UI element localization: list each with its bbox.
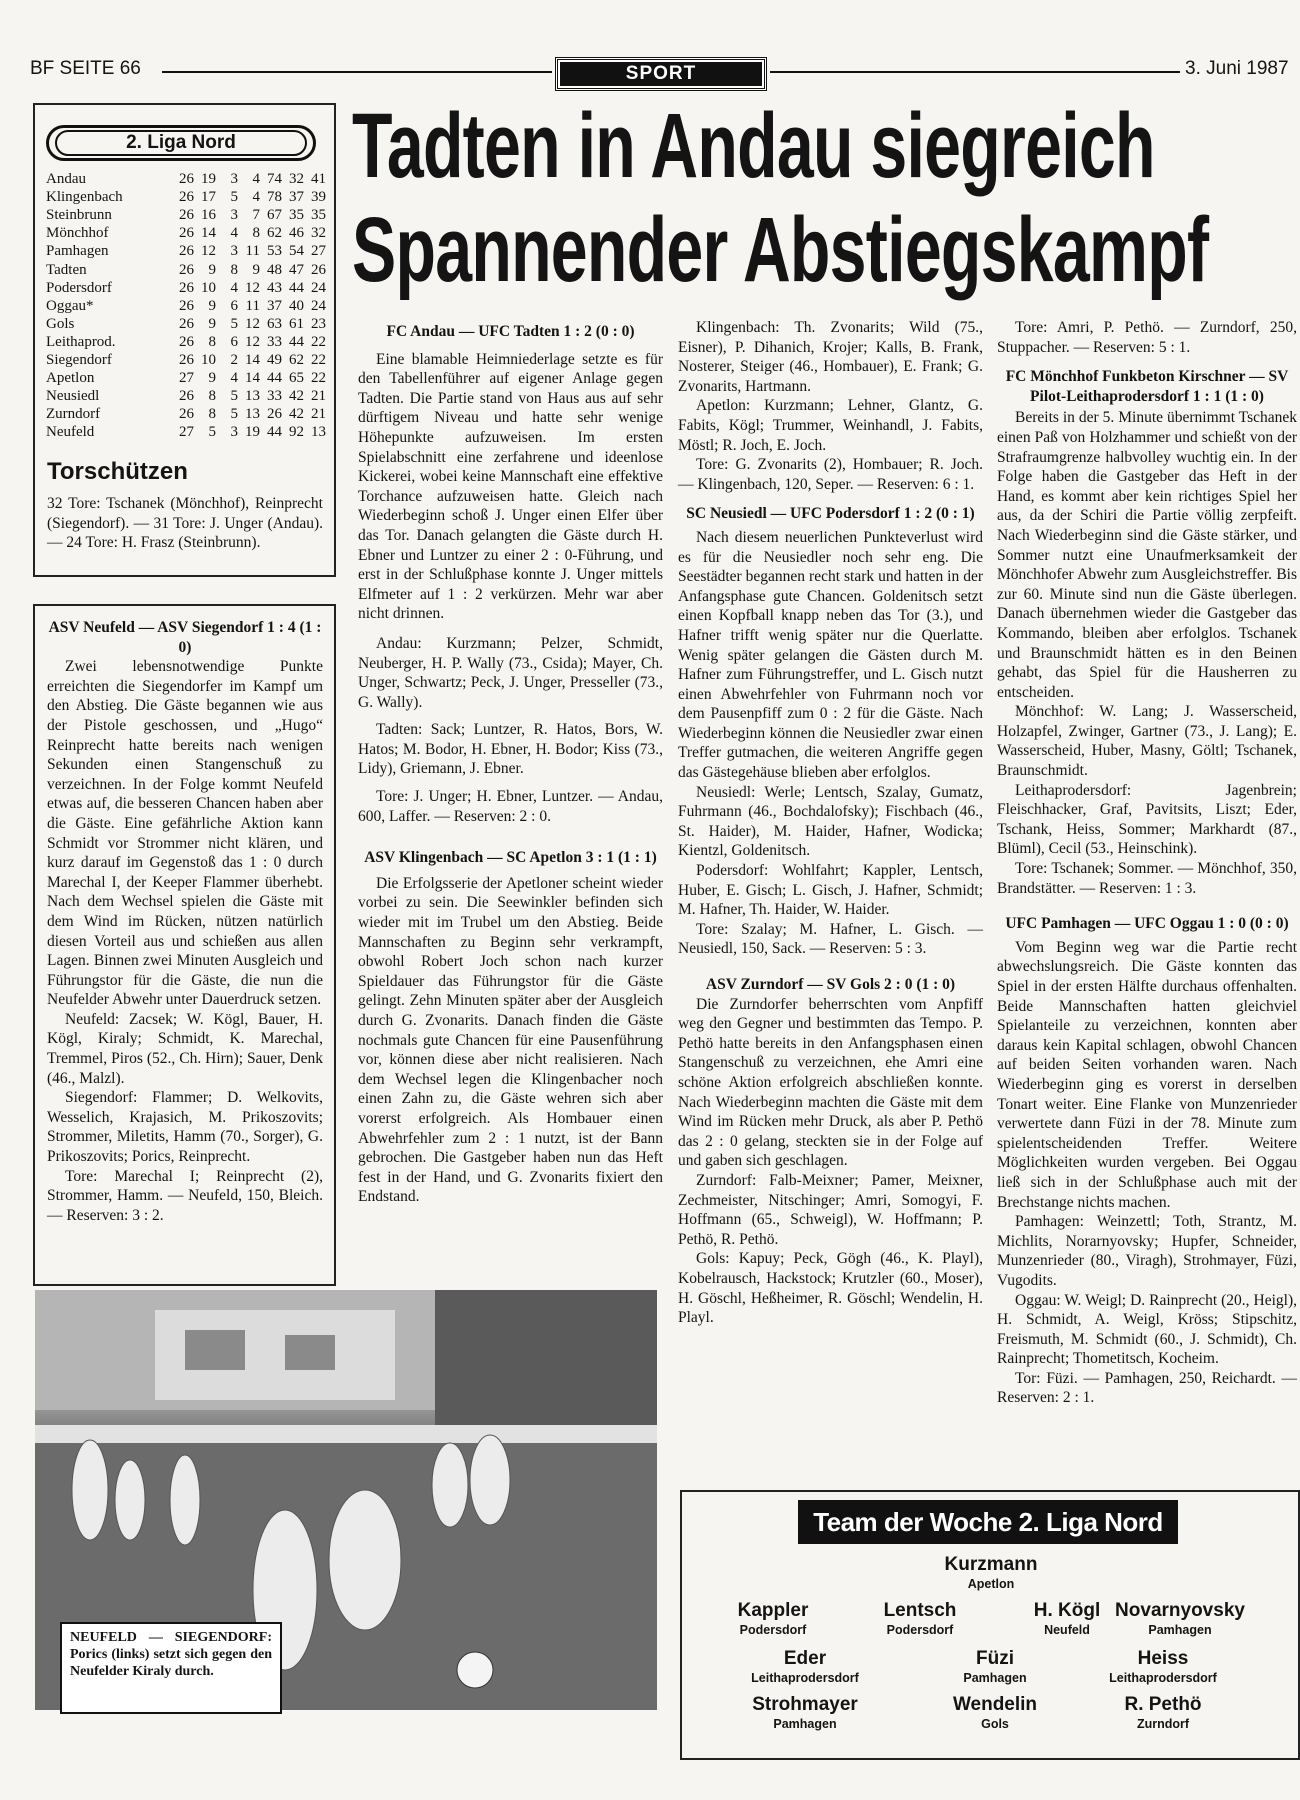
player-card: Heiss Leithaprodersdorf (1109, 1648, 1217, 1685)
stat-cell: 26 (179, 333, 194, 350)
lineup: Apetlon: Kurzmann; Lehner, Glantz, G. Fabits, Kögl; Trummer, Weinhandl, J. Fabits, Möstl; R. Joch, E. Joch. (678, 397, 983, 454)
stat-cell: 32 (289, 171, 304, 188)
stat-cell: 26 (179, 297, 194, 314)
stat-cell: 26 (179, 279, 194, 296)
team-name: Steinbrunn (46, 207, 112, 224)
stat-cell: 44 (289, 333, 304, 350)
stat-cell: 14 (245, 351, 260, 368)
stat-cell: 67 (267, 207, 282, 224)
lineup: Leithaprodersdorf: Jagenbrein; Fleischhacker, Graf, Pavitsits, Liszt; Eder, Tschank, Heiss, Sommer; Markhardt (87., Blüml), Cecil (53., Heinschink). (997, 781, 1297, 858)
stat-cell: 4 (230, 370, 238, 387)
team-name: Gols (46, 315, 75, 332)
stat-cell: 61 (289, 315, 304, 332)
stat-cell: 48 (267, 261, 282, 278)
standings-row (46, 423, 326, 441)
stat-cell: 11 (245, 297, 260, 314)
header-rule-right (770, 71, 1180, 73)
stat-cell: 26 (311, 261, 326, 278)
page-number: BF SEITE 66 (30, 58, 141, 79)
lineup: Klingenbach: Th. Zvonarits; Wild (75., Eisner), P. Dihanich, Krojer; Kalls, B. Frank, Nosterer, Steiger (46., Hombauer), E. Frank; G. Zvonarits, Hartmann. (678, 319, 983, 395)
stat-cell: 43 (267, 279, 282, 296)
stat-cell: 26 (267, 406, 282, 423)
stat-cell: 4 (252, 189, 260, 206)
stat-cell: 9 (208, 261, 216, 278)
stat-cell: 3 (230, 207, 238, 224)
lineup: Mönchhof: W. Lang; J. Wasserscheid, Holzapfel, Zwinger, Gartner (73., J. Lang); E. Wasserscheid, Huber, Masny, Göltl; Tschanek, Braunschmidt. (997, 703, 1297, 780)
stat-cell: 26 (179, 406, 194, 423)
stat-cell: 49 (267, 351, 282, 368)
stat-cell: 44 (267, 370, 282, 387)
stat-cell: 13 (245, 388, 260, 405)
stat-cell: 24 (311, 297, 326, 314)
stat-cell: 11 (245, 243, 260, 260)
stat-cell: 22 (311, 351, 326, 368)
stat-cell: 4 (230, 279, 238, 296)
goals: Tore: Marechal I; Reinprecht (2), Strommer, Hamm. — Neufeld, 150, Bleich. — Reserven: 3 : 2. (47, 1167, 323, 1224)
stat-cell: 14 (201, 225, 216, 242)
stat-cell: 9 (208, 370, 216, 387)
stat-cell: 63 (267, 315, 282, 332)
match-body: Nach diesem neuerlichen Punkteverlust wird es für die Neusiedler noch sehr eng. Die Seestädter begannen recht stark und hatten in der Anfangsphase gute Chancen. Goldenitsch setzt einen Kopfball knapp neben das Tor (3.), und Hafner trifft wenig später nur die Querlatte. Wenig später gelangen die Gästen durch M. Hafner zum Führungstreffer, und L. Gisch nutzt einen Abwehrfehler von Fuhrmann noch vor dem Pausenpfiff zum 0 : 2 für die Gäste. Nach Wiederbeginn können die Neusiedler zwar einen Treffer gutmachen, die weiteren Angriffe gegen das Gästegehäuse blieben aber erfolglos. (678, 528, 983, 782)
lineup: Siegendorf: Flammer; D. Welkovits, Wesselich, Krajasich, M. Prikoszovits; Strommer, Miletits, Hamm (70., Sorger), G. Prikoszovits; Porics, Reinprecht. (47, 1089, 323, 1166)
standings-row (46, 170, 326, 188)
goals: Tor: Füzi. — Pamhagen, 250, Reichardt. — Reserven: 2 : 1. (997, 1369, 1297, 1407)
stat-cell: 24 (311, 279, 326, 296)
team-name: Andau (46, 171, 86, 188)
stat-cell: 8 (252, 225, 260, 242)
match-report-klingenbach (678, 318, 983, 1328)
stat-cell: 17 (201, 189, 216, 206)
stat-cell: 2 (230, 351, 238, 368)
stat-cell: 3 (230, 424, 238, 441)
stat-cell: 42 (289, 388, 304, 405)
standings-row (46, 242, 326, 260)
team-name: Podersdorf (46, 279, 112, 296)
standings-row (46, 260, 326, 278)
stat-cell: 33 (267, 388, 282, 405)
stat-cell: 39 (311, 189, 326, 206)
goals: Tore: Amri, P. Pethö. — Zurndorf, 250, Stuppacher. — Reserven: 5 : 1. (997, 319, 1297, 356)
team-name: Tadten (46, 261, 87, 278)
lineup: Oggau: W. Weigl; D. Rainprecht (20., Heigl), H. Schmidt, A. Weigl, Kröss; Stipschitz, Freismuth, M. Schmidt (60., J. Schmidt), Ch. Rainprecht; Thometitsch, Kocheim. (997, 1291, 1297, 1368)
goals: Tore: G. Zvonarits (2), Hombauer; R. Joch. — Klingenbach, 120, Seper. — Reserven: 6 : 1. (678, 456, 983, 493)
stat-cell: 8 (230, 261, 238, 278)
scorers-text: 32 Tore: Tschanek (Mönchhof), Reinprecht (Siegendorf). — 31 Tore: J. Unger (Andau). — 24 Tore: H. Frasz (Steinbrunn). (47, 495, 323, 552)
team-name: Apetlon (46, 370, 95, 387)
stat-cell: 9 (208, 315, 216, 332)
stat-cell: 12 (201, 243, 216, 260)
match-title: FC Andau — UFC Tadten 1 : 2 (0 : 0) (386, 323, 635, 340)
stat-cell: 8 (208, 333, 216, 350)
stat-cell: 10 (201, 279, 216, 296)
lineup: Pamhagen: Weinzettl; Toth, Strantz, M. Michlits, Norarnyovsky; Hupfer, Schneider, Munzenrieder (80., Viragh), Strohmayer, Füzi, Vugodits. (997, 1213, 1297, 1289)
stat-cell: 12 (245, 279, 260, 296)
player-card: H. Kögl Neufeld (1033, 1600, 1101, 1637)
stat-cell: 21 (311, 388, 326, 405)
stat-cell: 44 (289, 279, 304, 296)
stat-cell: 22 (311, 333, 326, 350)
stat-cell: 5 (208, 424, 216, 441)
player-card: Eder Leithaprodersdorf (751, 1648, 859, 1685)
stat-cell: 37 (289, 189, 304, 206)
stat-cell: 44 (267, 424, 282, 441)
stat-cell: 26 (179, 225, 194, 242)
stat-cell: 41 (311, 171, 326, 188)
stat-cell: 26 (179, 171, 194, 188)
match-body: Bereits in der 5. Minute übernimmt Tschanek einen Paß von Holzhammer und schießt von der Strafraumgrenze halbvolley wuchtig ein. In der Folge haben die Gastgeber das Heft in der Hand, es kommt aber kein richtiges Spiel her aus, da der Schiri die Partie völlig zerpfeift. Nach Wiederbeginn sind die Gäste stärker, und Sommer nutzt eine Unaufmerksamkeit der Mönchhofer Abwehr zum Ausgleichstreffer. Bis zur 60. Minute sind nun die Gäste überlegen. Danach übernehmen wieder die Gastgeber das Kommando, bleiben aber erfolglos. Tschanek und Braunschmidt hätten es in den Beinen gehabt, das Spiel für die Hausherren zu entscheiden. (997, 409, 1297, 701)
stat-cell: 53 (267, 243, 282, 260)
stat-cell: 5 (230, 388, 238, 405)
team-name: Leithaprod. (46, 333, 116, 350)
stat-cell: 54 (289, 243, 304, 260)
stat-cell: 12 (245, 333, 260, 350)
lineup: Zurndorf: Falb-Meixner; Pamer, Meixner, Zechmeister, Nitschinger; Amri, Somogyi, F. Hoffmann (65., Schweigl), W. Hoffmann; P. Pethö, R. Pethö. (678, 1171, 983, 1248)
stat-cell: 26 (179, 315, 194, 332)
standings-title: 2. Liga Nord (46, 125, 316, 161)
standings-row (46, 206, 326, 224)
stat-cell: 6 (230, 333, 238, 350)
stat-cell: 3 (230, 171, 238, 188)
standings-row (46, 188, 326, 206)
match-body: Eine blamable Heimniederlage setzte es für den Tabellenführer auf eigener Anlage gegen Tadten. Die Partie stand von Haus aus auf sehr dürftigem Niveau und hatte sehr wenige Höhepunkte aufzuweisen. Im ersten Spielabschnitt eine zerfahrene und ideenlose Kickerei, wobei keine Mannschaft eine effektive Torchance aufzuweisen hatte. Gleich nach Wiederbeginn schoß J. Unger einen Elfer über das Tor. Danach gelangten die Gäste durch H. Ebner und Luntzer zu einer 2 : 0-Führung, und erst in der Schlußphase konnte J. Unger mittels Elfmeter auf 1 : 2 verkürzen. Mehr war aber nicht drinnen. (358, 350, 663, 623)
stat-cell: 26 (179, 388, 194, 405)
goals: Tore: Tschanek; Sommer. — Mönchhof, 350, Brandstätter. — Reserven: 1 : 3. (997, 860, 1297, 897)
stat-cell: 40 (289, 297, 304, 314)
stat-cell: 26 (179, 189, 194, 206)
lineup: Neusiedl: Werle; Lentsch, Szalay, Gumatz, Fuhrmann (46., Bochdalofsky); Fischbach (46., St. Haider), M. Haider, Hafner, Wodicka; Kientzl, Goldenitsch. (678, 783, 983, 860)
stat-cell: 37 (267, 297, 282, 314)
stat-cell: 32 (311, 225, 326, 242)
team-of-week-title: Team der Woche 2. Liga Nord (798, 1500, 1178, 1544)
stat-cell: 13 (311, 424, 326, 441)
match-title: ASV Klingenbach — SC Apetlon 3 : 1 (1 : 1) (364, 849, 657, 867)
standings-row (46, 224, 326, 242)
match-title: FC Mönchhof Funkbeton Kirschner — SV Pilot-Leithaprodersdorf 1 : 1 (1 : 0) (1005, 368, 1289, 405)
player-card: Kurzmann Apetlon (944, 1554, 1038, 1591)
stat-cell: 47 (289, 261, 304, 278)
stat-cell: 9 (252, 261, 260, 278)
match-title: UFC Pamhagen — UFC Oggau 1 : 0 (0 : 0) (1005, 915, 1289, 933)
section-label: SPORT (555, 57, 767, 91)
standings-row (46, 315, 326, 333)
match-title: ASV Neufeld — ASV Siegendorf 1 : 4 (1 : 0) (48, 619, 322, 656)
standings-row (46, 351, 326, 369)
issue-date: 3. Juni 1987 (1185, 58, 1289, 79)
stat-cell: 14 (245, 370, 260, 387)
player-card: Strohmayer Pamhagen (752, 1694, 858, 1731)
stat-cell: 26 (179, 261, 194, 278)
match-report-andau (358, 322, 663, 1207)
stat-cell: 74 (267, 171, 282, 188)
lineup: Tadten: Sack; Luntzer, R. Hatos, Bors, W. Hatos; M. Bodor, H. Ebner, H. Bodor; Kiss (73., Lidy), Griemann, J. Ebner. (358, 721, 663, 778)
player-card: R. Pethö Zurndorf (1124, 1694, 1202, 1731)
lineup: Neufeld: Zacsek; W. Kögl, Bauer, H. Kögl, Kiraly; Schmidt, K. Marechal, Tremmel, Piros (52., Ch. Hirn); Sauer, Denk (46., Malzl). (47, 1010, 323, 1087)
stat-cell: 19 (201, 171, 216, 188)
stat-cell: 26 (179, 207, 194, 224)
stat-cell: 78 (267, 189, 282, 206)
stat-cell: 62 (289, 351, 304, 368)
header-rule-left (162, 71, 552, 73)
match-title: SC Neusiedl — UFC Podersdorf 1 : 2 (0 : 1) (686, 505, 975, 523)
player-card: Lentsch Podersdorf (883, 1600, 957, 1637)
standings-row (46, 369, 326, 387)
team-name: Neusiedl (46, 388, 100, 405)
stat-cell: 46 (289, 225, 304, 242)
team-name: Pamhagen (46, 243, 109, 260)
team-name: Klingenbach (46, 189, 123, 206)
stat-cell: 10 (201, 351, 216, 368)
team-name: Siegendorf (46, 351, 112, 368)
match-body: Zwei lebensnotwendige Punkte erreichten die Siegendorfer im Kampf um den Abstieg. Die Gäste begannen wie aus der Pistole geschossen, und „Hugo“ Reinprecht hatte bereits nach wenigen Sekunden einen Stangenschuß zu verzeichnen. In der Folge kommt Neufeld etwas auf, die besseren Chancen haben aber die Gäste. Eine gefährliche Aktion kann Schmidt vor Strommer nicht klären, und kurz darauf im Gegenstoß das 1 : 0 durch Marechal I, der Keeper Flammer überhebt. Nach dem Wechsel spielen die Gäste mit dem Wind im Rücken, nützen natürlich diesen Vorteil aus und schießen aus allen Lagen. Binnen zwei Minuten Ausgleich und Führungstor für die Gäste, die nun die Neufelder Abwehr unter Dauerdruck setzen. (47, 658, 323, 1009)
stat-cell: 26 (179, 243, 194, 260)
standings-row (46, 297, 326, 315)
lineup: Gols: Kapuy; Peck, Gögh (46., K. Playl), Kobelrausch, Hackstock; Krutzler (60., Moser), H. Göschl, Heßheimer, R. Göschl; Wendelin, H. Playl. (678, 1250, 983, 1327)
stat-cell: 42 (289, 406, 304, 423)
stat-cell: 8 (208, 406, 216, 423)
player-card: Füzi Pamhagen (963, 1648, 1027, 1685)
team-name: Mönchhof (46, 225, 109, 242)
stat-cell: 27 (179, 370, 194, 387)
team-name: Neufeld (46, 424, 95, 441)
stat-cell: 26 (179, 351, 194, 368)
goals: Tore: J. Unger; H. Ebner, Luntzer. — Andau, 600, Laffer. — Reserven: 2 : 0. (358, 788, 663, 825)
stat-cell: 6 (230, 297, 238, 314)
stat-cell: 8 (208, 388, 216, 405)
player-card: Kappler Podersdorf (737, 1600, 809, 1637)
stat-cell: 62 (267, 225, 282, 242)
stat-cell: 92 (289, 424, 304, 441)
stat-cell: 65 (289, 370, 304, 387)
stat-cell: 9 (208, 297, 216, 314)
team-name: Zurndorf (46, 406, 101, 423)
photo-caption: NEUFELD — SIEGENDORF: Porics (links) setzt sich gegen den Neufelder Kiraly durch. (60, 1622, 282, 1714)
match-body: Die Zurndorfer beherrschten vom Anpfiff weg den Gegner und bestimmten das Tempo. P. Pethö hatte bereits in den Anfangsphasen einen Stangenschuß zu verzeichnen, ehe Amri eine schöne Aktion erfolgreich abschließen konnte. Nach Wiederbeginn machten die Gäste mit dem Wind im Rücken mehr Druck, als aber P. Pethö das 2 : 0 gelang, steckten sie in der Folge auf und gaben sich geschlagen. (678, 995, 983, 1170)
stat-cell: 12 (245, 315, 260, 332)
match-report-moenchhof (997, 318, 1297, 1408)
stat-cell: 5 (230, 406, 238, 423)
match-title: ASV Zurndorf — SV Gols 2 : 0 (1 : 0) (705, 976, 956, 993)
player-card: Wendelin Gols (952, 1694, 1038, 1731)
match-body: Die Erfolgsserie der Apetloner scheint wieder vorbei zu sein. Die Seewinkler befinden sich wieder mit im Trubel um den Abstieg. Beide Mannschaften zu Beginn sehr verkrampft, obwohl Robert Joch schon nach kurzer Spieldauer das Führungstor für die Gäste gelingt. Zehn Minuten später aber der Ausgleich durch G. Zvonarits. Danach finden die Gäste nochmals gute Chancen für eine Pausenführung vor, können diese aber nicht realisieren. Nach dem Wechsel legen die Klingenbacher noch einen Zahn zu, die Gäste wehren sich aber vorerst erfolgreich. Als Hombauer einen Abwehrfehler zum 2 : 1 nutzt, ist der Bann gebrochen. Die Gastgeber haben nun das Heft fest in der Hand, und G. Zvonarits fixiert den Endstand. (358, 874, 663, 1206)
standings-row (46, 405, 326, 423)
stat-cell: 22 (311, 370, 326, 387)
stat-cell: 16 (201, 207, 216, 224)
stat-cell: 7 (252, 207, 260, 224)
lineup: Andau: Kurzmann; Pelzer, Schmidt, Neuberger, H. P. Wally (73., Csida); Mayer, Ch. Unger, Schwartz; Peck, J. Unger, Presseller (73., G. Wally). (358, 634, 663, 711)
standings-row (46, 333, 326, 351)
stat-cell: 35 (311, 207, 326, 224)
goals: Tore: Szalay; M. Hafner, L. Gisch. — Neusiedl, 150, Sack. — Reserven: 5 : 3. (678, 920, 983, 958)
team-name: Oggau* (46, 297, 94, 314)
lineup: Podersdorf: Wohlfahrt; Kappler, Lentsch, Huber, E. Gisch; L. Gisch, J. Hafner, Schmidt; M. Hafner, Th. Haider, W. Haider. (678, 862, 983, 919)
stat-cell: 21 (311, 406, 326, 423)
match-body: Vom Beginn weg war die Partie recht abwechslungsreich. Die Gäste konnten das Spiel in der ersten Hälfte durchaus offenhalten. Beide Mannschaften hatten gleichviel Spielanteile zu verzeichnen, konnten aber daraus kein Kapital schlagen, obwohl Chancen auf beiden Seiten vorhanden waren. Nach Wiederbeginn ging es vorerst in derselben Tonart weiter. Eine Flanke von Munzenrieder verwertete dann Füzi in der 78. Minute zum spielentscheidenden Treffer. Weitere Möglichkeiten wurden vergeben. Bei Oggau ließ sich in der Schlußphase auch mit der Brechstange nichts machen. (997, 938, 1297, 1211)
headline-1: Tadten in Andau siegreich (352, 95, 1155, 197)
player-card: Novarnyovsky Pamhagen (1115, 1600, 1245, 1637)
stat-cell: 27 (179, 424, 194, 441)
stat-cell: 3 (230, 243, 238, 260)
standings-table (46, 170, 326, 441)
headline-2: Spannender Abstiegskampf (352, 199, 1209, 301)
scorers-title: Torschützen (47, 458, 188, 485)
stat-cell: 27 (311, 243, 326, 260)
standings-row (46, 387, 326, 405)
match-report-neufeld (47, 618, 323, 1225)
stat-cell: 5 (230, 315, 238, 332)
stat-cell: 23 (311, 315, 326, 332)
stat-cell: 33 (267, 333, 282, 350)
stat-cell: 35 (289, 207, 304, 224)
stat-cell: 4 (252, 171, 260, 188)
stat-cell: 19 (245, 424, 260, 441)
stat-cell: 4 (230, 225, 238, 242)
stat-cell: 13 (245, 406, 260, 423)
stat-cell: 5 (230, 189, 238, 206)
standings-row (46, 279, 326, 297)
